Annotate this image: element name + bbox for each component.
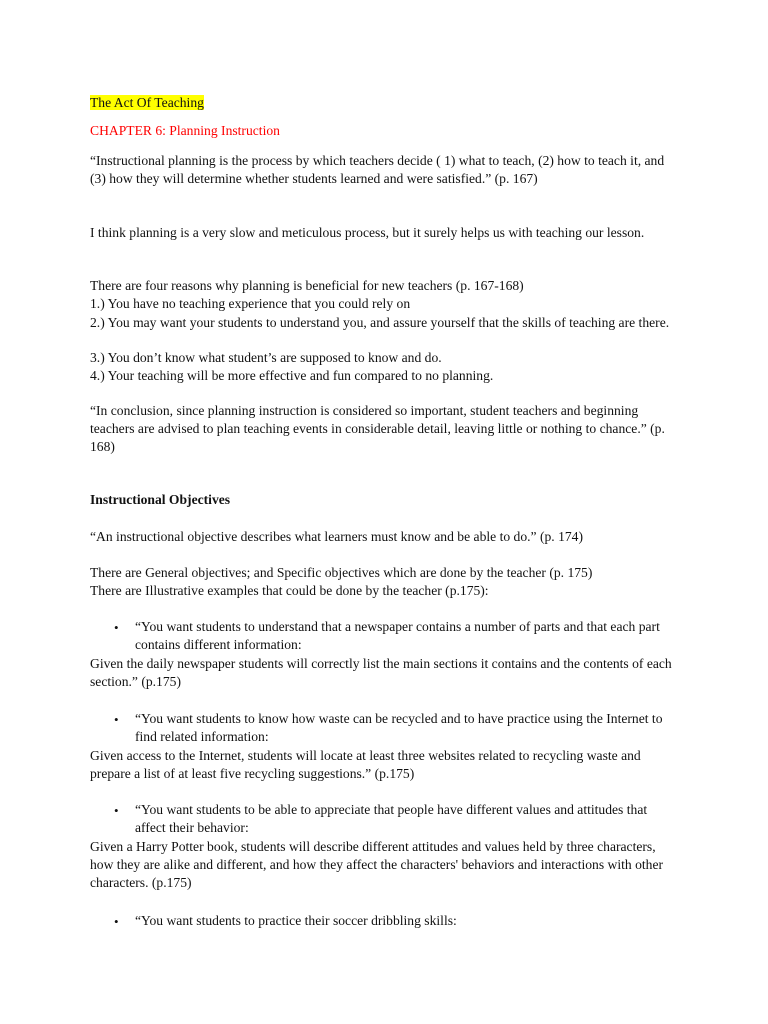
example-bullet: “You want students to know how waste can be recycled and to have practice using the Internet to find related information: bbox=[135, 711, 663, 744]
quote-1: “Instructional planning is the process by which teachers decide ( 1) what to teach, (2) how to teach it, and (3) how they will determine whether students learned and were satisfied.” (p. 167) bbox=[90, 153, 665, 186]
example-bullet: “You want students to be able to appreciate that people have different values and attitudes that affect their behavior: bbox=[135, 802, 648, 835]
quote-3: “An instructional objective describes what learners must know and be able to do.” (p. 174) bbox=[90, 529, 584, 544]
objectives-line-2: There are Illustrative examples that could be done by the teacher (p.175): bbox=[90, 583, 489, 598]
chapter-heading: CHAPTER 6: Planning Instruction bbox=[90, 123, 280, 138]
section-heading: Instructional Objectives bbox=[90, 492, 231, 507]
example-detail: Given a Harry Potter book, students will describe different attitudes and values held by three characters, how they are alike and different, and how they affect the characters' behaviors and interactions with other characters. (p.175) bbox=[90, 839, 664, 890]
reasons-intro: There are four reasons why planning is beneficial for new teachers (p. 167-168) bbox=[90, 278, 524, 293]
bullet-icon: • bbox=[114, 803, 119, 818]
bullet-icon: • bbox=[114, 712, 119, 727]
objectives-line-1: There are General objectives; and Specific objectives which are done by the teacher (p. 175) bbox=[90, 565, 593, 580]
example-bullet: “You want students to practice their soccer dribbling skills: bbox=[135, 913, 457, 928]
title-highlight: The Act Of Teaching bbox=[90, 95, 204, 110]
paragraph-1: I think planning is a very slow and meticulous process, but it surely helps us with teaching our lesson. bbox=[90, 225, 645, 240]
document-title bbox=[90, 94, 680, 112]
reason-item: 1.) You have no teaching experience that you could rely on bbox=[90, 296, 411, 311]
example-bullet: “You want students to understand that a newspaper contains a number of parts and that each part contains different information: bbox=[135, 619, 660, 652]
bullet-icon: • bbox=[114, 914, 119, 929]
reason-item: 3.) You don’t know what student’s are supposed to know and do. bbox=[90, 350, 442, 365]
example-detail: Given the daily newspaper students will correctly list the main sections it contains and the contents of each section.” (p.175) bbox=[90, 656, 672, 689]
example-detail: Given access to the Internet, students will locate at least three websites related to recycling waste and prepare a list of at least five recycling suggestions.” (p.175) bbox=[90, 748, 641, 781]
bullet-icon: • bbox=[114, 620, 119, 635]
quote-2: “In conclusion, since planning instruction is considered so important, student teachers and beginning teachers are advised to plan teaching events in considerable detail, leaving little or nothing to chance.” (p. 168) bbox=[90, 403, 665, 454]
reason-item: 4.) Your teaching will be more effective and fun compared to no planning. bbox=[90, 368, 494, 383]
reason-item: 2.) You may want your students to understand you, and assure yourself that the skills of teaching are there. bbox=[90, 315, 670, 330]
